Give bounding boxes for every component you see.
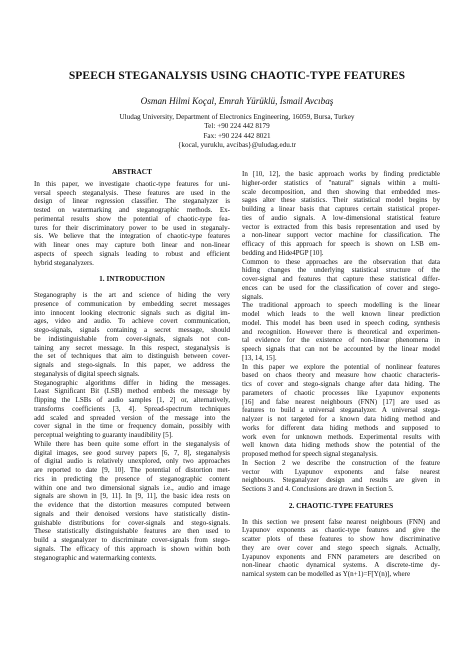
text-line: In this paper, we investigate chaotic-type features for uni- [34,179,230,188]
text-line: features to build a universal steganalyzer. A universal stega- [242,406,440,415]
text-line: vector is extracted from this basis representation and used by [242,222,440,231]
fax-line: Fax: +90 224 442 8021 [203,131,271,140]
text-line: While there has been quite some effort in the steganalysis of [34,439,230,448]
text-line: Steganography is the art and science of hiding the very [34,291,230,299]
text-line: Steganographic algorithms differ in hiding the messages. [34,378,230,387]
paper-title: SPEECH STEGANALYSIS USING CHAOTIC-TYPE FEATURES [68,70,406,82]
text-line: stego-signals, signals containing a secret message, should [34,326,230,334]
text-line: ties of audio signals. A low-dimensional statistical feature [242,213,440,222]
text-line: perceptual weighting to guaranty inaudibility [5]. [34,431,173,439]
text-line: In [10, 12], the basic approach works by finding predictable [242,170,440,178]
text-line: bedding and Hide4PGP [10]. [242,248,324,257]
text-line: transforms coefficients [3, 4]. Spread-spectrum techniques [34,404,230,413]
affiliation-block [0,113,474,151]
text-line: perimental results show the potential of chaotic-type fea- [34,214,230,223]
text-line: In Section 2 we describe the construction of the feature [242,458,440,467]
text-line: scatter plots of these features to show how discriminative [242,535,440,543]
text-line: work even for unknown methods. Experimental results with [242,432,440,441]
affiliation-line: Uludag University, Department of Electronics Engineering, 16059, Bursa, Turkey [119,113,355,121]
text-line: speech signals that can not be accounted by the linear model [242,345,440,353]
text-line: namical system can be modelled as Y(n+1)=F[Y(n)], where [242,570,411,578]
related-work-paragraph [242,170,440,258]
text-line: digital images, see good survey papers [6, 7, 8], steganalysis [34,448,230,457]
text-line: are reported to date [9, 10]. The potential of distortion met- [34,466,230,474]
left-column [34,168,230,562]
text-line: higher-order statistics of "natural" signals within a multi- [242,178,440,187]
text-line: well known data hiding methods show the potential of the [242,441,440,450]
introduction-heading: 1. INTRODUCTION [99,274,165,284]
text-line: cover-signal and features that capture these statistical differ- [242,275,440,283]
text-line: signals and their denoised versions have statistically distin- [34,509,230,518]
text-line: The traditional approach to speech modelling is the linear [242,301,440,310]
text-line: into innocent looking electronic signals such as digital im- [34,308,230,317]
introduction-text [34,291,230,562]
common-approach-paragraph [242,258,440,302]
text-line: taining any secret message. In this respect, steganalysis is [34,343,230,352]
text-line: [13, 14, 15]. [242,353,277,362]
section2-heading: 2. CHAOTIC-TYPE FEATURES [288,500,394,510]
text-line: Sections 3 and 4. Conclusions are drawn in Section 5. [242,485,394,493]
text-line: be indistinguishable from cover-signals, signals not con- [34,334,230,343]
linear-model-paragraph [242,301,440,362]
text-line: works for different data hiding methods and supposed to [242,423,440,432]
text-line: These statistically distinguishable features are then used to [34,527,230,536]
text-line: hiding changes the underlying statistical structure of the [242,266,440,275]
text-line: Common to these approaches are the observation that data [242,257,440,266]
abstract-text [34,180,230,268]
text-line: within one and two dimensional signals i.e., audio and image [34,483,230,492]
text-line: model which leads to the well known linear prediction [242,310,440,318]
text-line: steganalysis of digital speech signals. [34,369,140,378]
text-line: the evidence that the distortion measures computed between [34,501,230,509]
text-line: signals and stego-signals. In this paper, we address the [34,361,230,369]
text-line: Least Significant Bit (LSB) method embeds the message by [34,387,230,396]
text-line: ages, video and audio. To achieve covert communication, [34,317,230,326]
text-line: tures for their discriminatory power to be used in steganaly- [34,223,230,232]
text-line: In this section we present false nearest neighbours (FNN) and [242,517,440,526]
text-line: rics in predicting the presence of steganographic content [34,474,230,483]
text-line: efficacy of this approach for speech is shown on LSB em- [242,240,440,248]
text-line: signals. [242,292,264,301]
text-line: ences can be used for the classification of cover and stego- [242,283,440,292]
text-line: model. This model has been used in speech coding, synthesis [242,318,440,327]
proposed-method-paragraph [242,363,440,459]
text-line: nalyzer is not targeted for a known data hiding method and [242,415,440,423]
text-line: [16] and false nearest neighbours (FNN) [17] are used as [242,397,440,406]
text-line: Lyapunov exponents and FNN parameters are described on [242,552,440,561]
text-line: guishable distributions for cover-signals and stego-signals. [34,518,230,527]
text-line: signals. The efficacy of this approach is shown within both [34,544,230,553]
text-line: versal speech steganalysis. These features are used in the [34,188,230,197]
text-line: scale decomposition, and then showing that embedded mes- [242,187,440,196]
text-line: hybrid steganalyzers. [34,258,94,267]
text-line: based on chaos theory and measure how chaotic characteris- [242,371,440,380]
text-line: tal evidence for the existence of non-linear phenomena in [242,336,440,345]
text-line: Lyapunov exponents as chaotic-type features and give the [242,526,440,535]
text-line: building a linear basis that captures certain statistical proper- [242,205,440,213]
text-line: In this paper we explore the potential of nonlinear features [242,362,440,371]
text-line: proposed method for speech signal steganalysis. [242,450,378,458]
abstract-heading: ABSTRACT [112,167,152,176]
text-line: a non-linear support vector machine for classification. The [242,231,440,240]
text-line: the set of techniques that aim to distinguish between cover- [34,352,230,361]
text-line: signals are shown in [9, 11]. In [9, 11], the basic idea rests on [34,492,230,501]
text-line: non-linear chaotic dynamical systems. A discrete-time dy- [242,561,440,570]
text-line: vector with Lyapunov exponents and false nearest [242,467,440,476]
text-line: parameters of chaotic processes like Lyapunov exponents [242,388,440,397]
outline-paragraph [242,459,440,494]
text-line: sis. We believe that the integration of chaotic-type features [34,232,230,241]
email-line: {kocal, yuruklu, avcibas}@uludag.edu.tr [177,141,297,150]
text-line: presence of communication by embedding secret messages [34,299,230,308]
text-line: build a steganalyzer to discriminate cover-signals from stego- [34,536,230,544]
text-line: of digital audio is relatively unexplored, only two approaches [34,457,230,466]
text-line: design of linear regression classifier. The steganalyzer is [34,197,230,206]
text-line: and recognition. However there is theoretical and experimen- [242,327,440,336]
text-line: tics of cover and stego-signals change after data hiding. The [242,380,440,388]
text-line: sages alter these statistics. Their statistical model begins by [242,196,440,205]
right-column [242,170,440,579]
text-line: with linear ones may capture both linear and non-linear [34,241,230,249]
text-line: cover signal in the time or frequency domain, possibly with [34,422,230,431]
text-line: they are over cover and stego speech signals. Actually, [242,543,440,552]
text-line: aspects of speech signals leading to robust and efficient [34,249,230,258]
text-line: neighbours. Steganalyzer design and results are given in [242,476,440,485]
section2-text [242,518,440,579]
text-line: tested on watermarking and steganographic methods. Ex- [34,206,230,214]
text-line: flipping the LSBs of audio samples [1, 2] or, alternatively, [34,396,230,404]
text-line: add scaled and spreaded version of the message into the [34,413,230,422]
phone-line: Tel: +90 224 442 8179 [204,122,270,131]
paper-authors: Osman Hilmi Koçal, Emrah Yürüklü, İsmail Avcıbaş [140,96,334,106]
text-line: steganographic and watermarking contexts. [34,553,157,562]
